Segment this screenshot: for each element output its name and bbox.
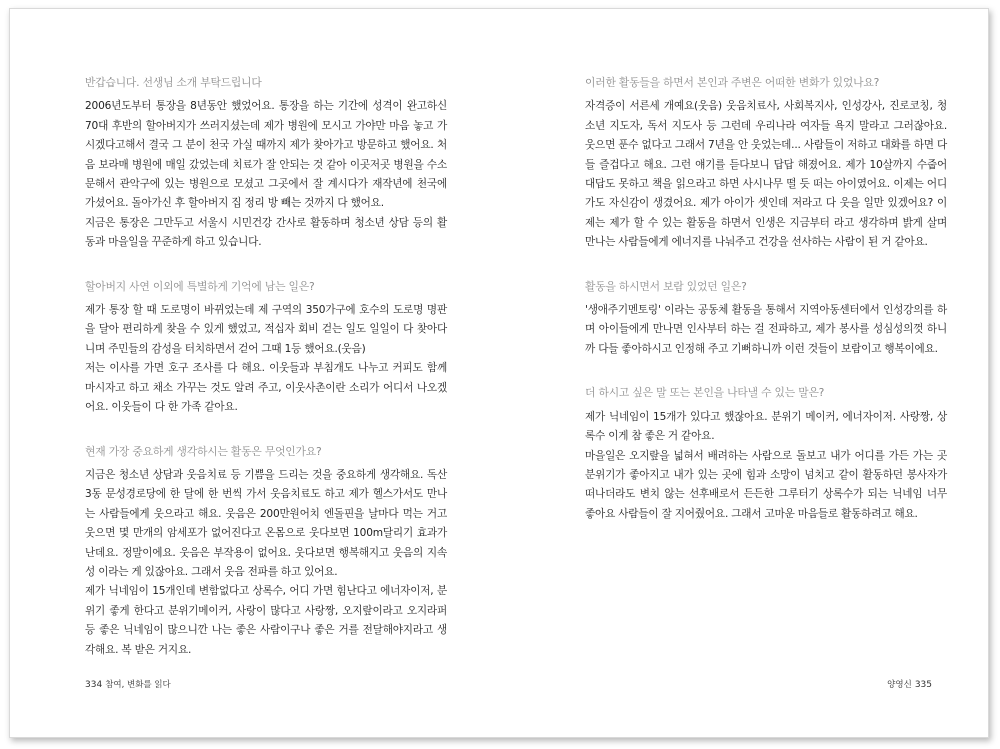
question-heading: 이러한 활동들을 하면서 본인과 주변은 어떠한 변화가 있었나요?	[585, 76, 880, 89]
answer-paragraph: 저는 이사를 가면 호구 조사를 다 해요. 이웃들과 부침개도 나누고 커피도 함께 마시자고 하고 채소 가꾸는 것도 알려 주고, 이웃사촌이란 소리가 어디서 나오겠어요. 이웃들이 다 한 가족 같아요.	[85, 362, 447, 414]
left-folio	[85, 678, 174, 690]
answer-paragraph: 제가 닉네임이 15개가 있다고 했잖아요. 분위기 메이커, 에너자이저. 사랑짱, 상록수 이게 참 좋은 거 같아요.	[585, 410, 947, 443]
question-heading: 할아버지 사연 이외에 특별하게 기억에 남는 일은?	[85, 279, 315, 293]
answer-paragraph: 제가 닉네임이 15개인데 변함없다고 상록수, 어디 가면 힘난다고 에너자이저, 분위기 좋게 한다고 분위기메이커, 사랑이 많다고 사랑짱, 오지랖이라고 오지라퍼 등 좋은 닉네임이 많으니깐 나는 좋은 사람이구나 좋은 거를 전달해야지라고 생각해요. 복 받은 거지요.	[85, 585, 447, 656]
answer-paragraph: 제가 통장 할 때 도로명이 바뀌었는데 제 구역의 350가구에 호수의 도로명 명판을 달아 편리하게 찾을 수 있게 했었고, 적십자 회비 걷는 일도 일일이 다 찾아다니며 주민들의 감성을 터치하면서 걷어 그때 1등 했어요.(웃음)	[85, 304, 447, 355]
running-title: 양영신	[887, 680, 912, 690]
right-page	[585, 73, 947, 524]
answer-paragraph: 자격증이 서른세 개예요(웃음) 웃음치료사, 사회복지사, 인성강사, 진로코칭, 청소년 지도자, 독서 지도사 등 그런데 우리나라 여자들 욕지 말라고 그러잖아요. 웃으면 푼수 없다고 그래서 7년을 안 웃었는데... 사람들이 저하고 대화를 하면 다들 즐겁다고 해요. 그런 얘기를 듣다보니 답답 해졌어요. 제가 10살까지 수줍어 대답도 못하고 책을 읽으라고 하면 사시나무 떨 듯 떠는 아이였어요. 이제는 어디가도 자신감이 생겼어요. 제가 아이가 셋인데 저라고 다 웃을 일만 있겠어요? 이제는 제가 할 수 있는 활동을 하면서 인생은 지금부터 라고 생각하며 밝게 살며 만나는 사람들에게 에너지를 나눠주고 건강을 선사하는 사람이 된 거 같아요.	[585, 100, 947, 249]
question-heading: 활동을 하시면서 보람 있었던 일은?	[585, 279, 747, 293]
answer-paragraph: 2006년도부터 통장을 8년동안 했었어요. 통장을 하는 기간에 성격이 완고하신 70대 후반의 할아버지가 쓰러지셨는데 제가 병원에 모시고 가야만 마음 놓고 가시겠다고해서 결국 그 분이 천국 가실 때까지 제가 찾아가고 방문하고 했어요. 처음 보라매 병원에 매일 갔었는데 치료가 잘 안되는 것 같아 이곳저곳 병원을 수소문해서 관악구에 있는 병원으로 모셨고 그곳에서 잘 계시다가 재작년에 천국에 가셨어요. 돌아가신 후 할아버지 집 정리 방 빼는 것까지 다 했어요.	[85, 100, 447, 210]
page-number: 335	[914, 680, 932, 690]
answer-paragraph: '생애주기멘토링' 이라는 공동체 활동을 통해서 지역아동센터에서 인성강의를 하며 아이들에게 만나면 인사부터 하는 걸 전파하고, 제가 봉사를 성심성의껏 하니까 다들 좋아하시고 인정해 주고 기뻐하니까 이런 것들이 보람이고 행복이에요.	[585, 304, 947, 355]
book-spread	[9, 8, 989, 738]
interview-section	[585, 73, 947, 253]
interview-section	[585, 383, 947, 524]
answer-paragraph: 마을일은 오지랖을 넓혀서 배려하는 사람으로 돌보고 내가 어디를 가든 가는 곳 분위기가 좋아지고 내가 있는 곳에 힘과 소망이 넘치고 같이 활동하던 봉사자가 떠나더라도 변치 않는 선후배로서 든든한 그루터기 상록수가 되는 닉네임 너무 좋아요 사람들이 잘 지어줬어요. 그래서 고마운 마음들로 활동하려고 해요.	[585, 449, 947, 520]
left-page	[85, 73, 447, 660]
page-number: 334	[85, 680, 103, 690]
right-folio	[884, 678, 932, 690]
question-heading: 더 하시고 싶은 말 또는 본인을 나타낼 수 있는 말은?	[585, 386, 825, 400]
interview-section	[585, 277, 947, 360]
interview-section	[85, 277, 447, 418]
interview-section	[85, 73, 447, 253]
running-title: 참여, 변화를 읽다	[105, 680, 171, 690]
question-heading: 반갑습니다. 선생님 소개 부탁드립니다	[85, 76, 262, 89]
answer-paragraph: 지금은 청소년 상담과 웃음치료 등 기쁨을 드리는 것을 중요하게 생각해요. 독산3동 문성경로당에 한 달에 한 번씩 가서 웃음치료도 하고 제가 헬스가서도 만나는 사람들에게 웃으라고 해요. 웃음은 200만원어치 엔돌핀을 날마다 먹는 거고 웃으면 몇 만개의 암세포가 없어진다고 온몸으로 웃다보면 100m달리기 효과가 난데요. 정말이에요. 웃음은 부작용이 없어요. 웃다보면 행복해지고 웃음의 지속성 이라는 게 있잖아요. 그래서 웃음 전파를 하고 있어요.	[85, 468, 447, 578]
answer-paragraph: 지금은 통장은 그만두고 서울시 시민건강 간사로 활동하며 청소년 상담 등의 활동과 마을일을 꾸준하게 하고 있습니다.	[85, 216, 447, 249]
question-heading: 현재 가장 중요하게 생각하시는 활동은 무엇인가요?	[85, 444, 322, 458]
interview-section	[85, 442, 447, 660]
